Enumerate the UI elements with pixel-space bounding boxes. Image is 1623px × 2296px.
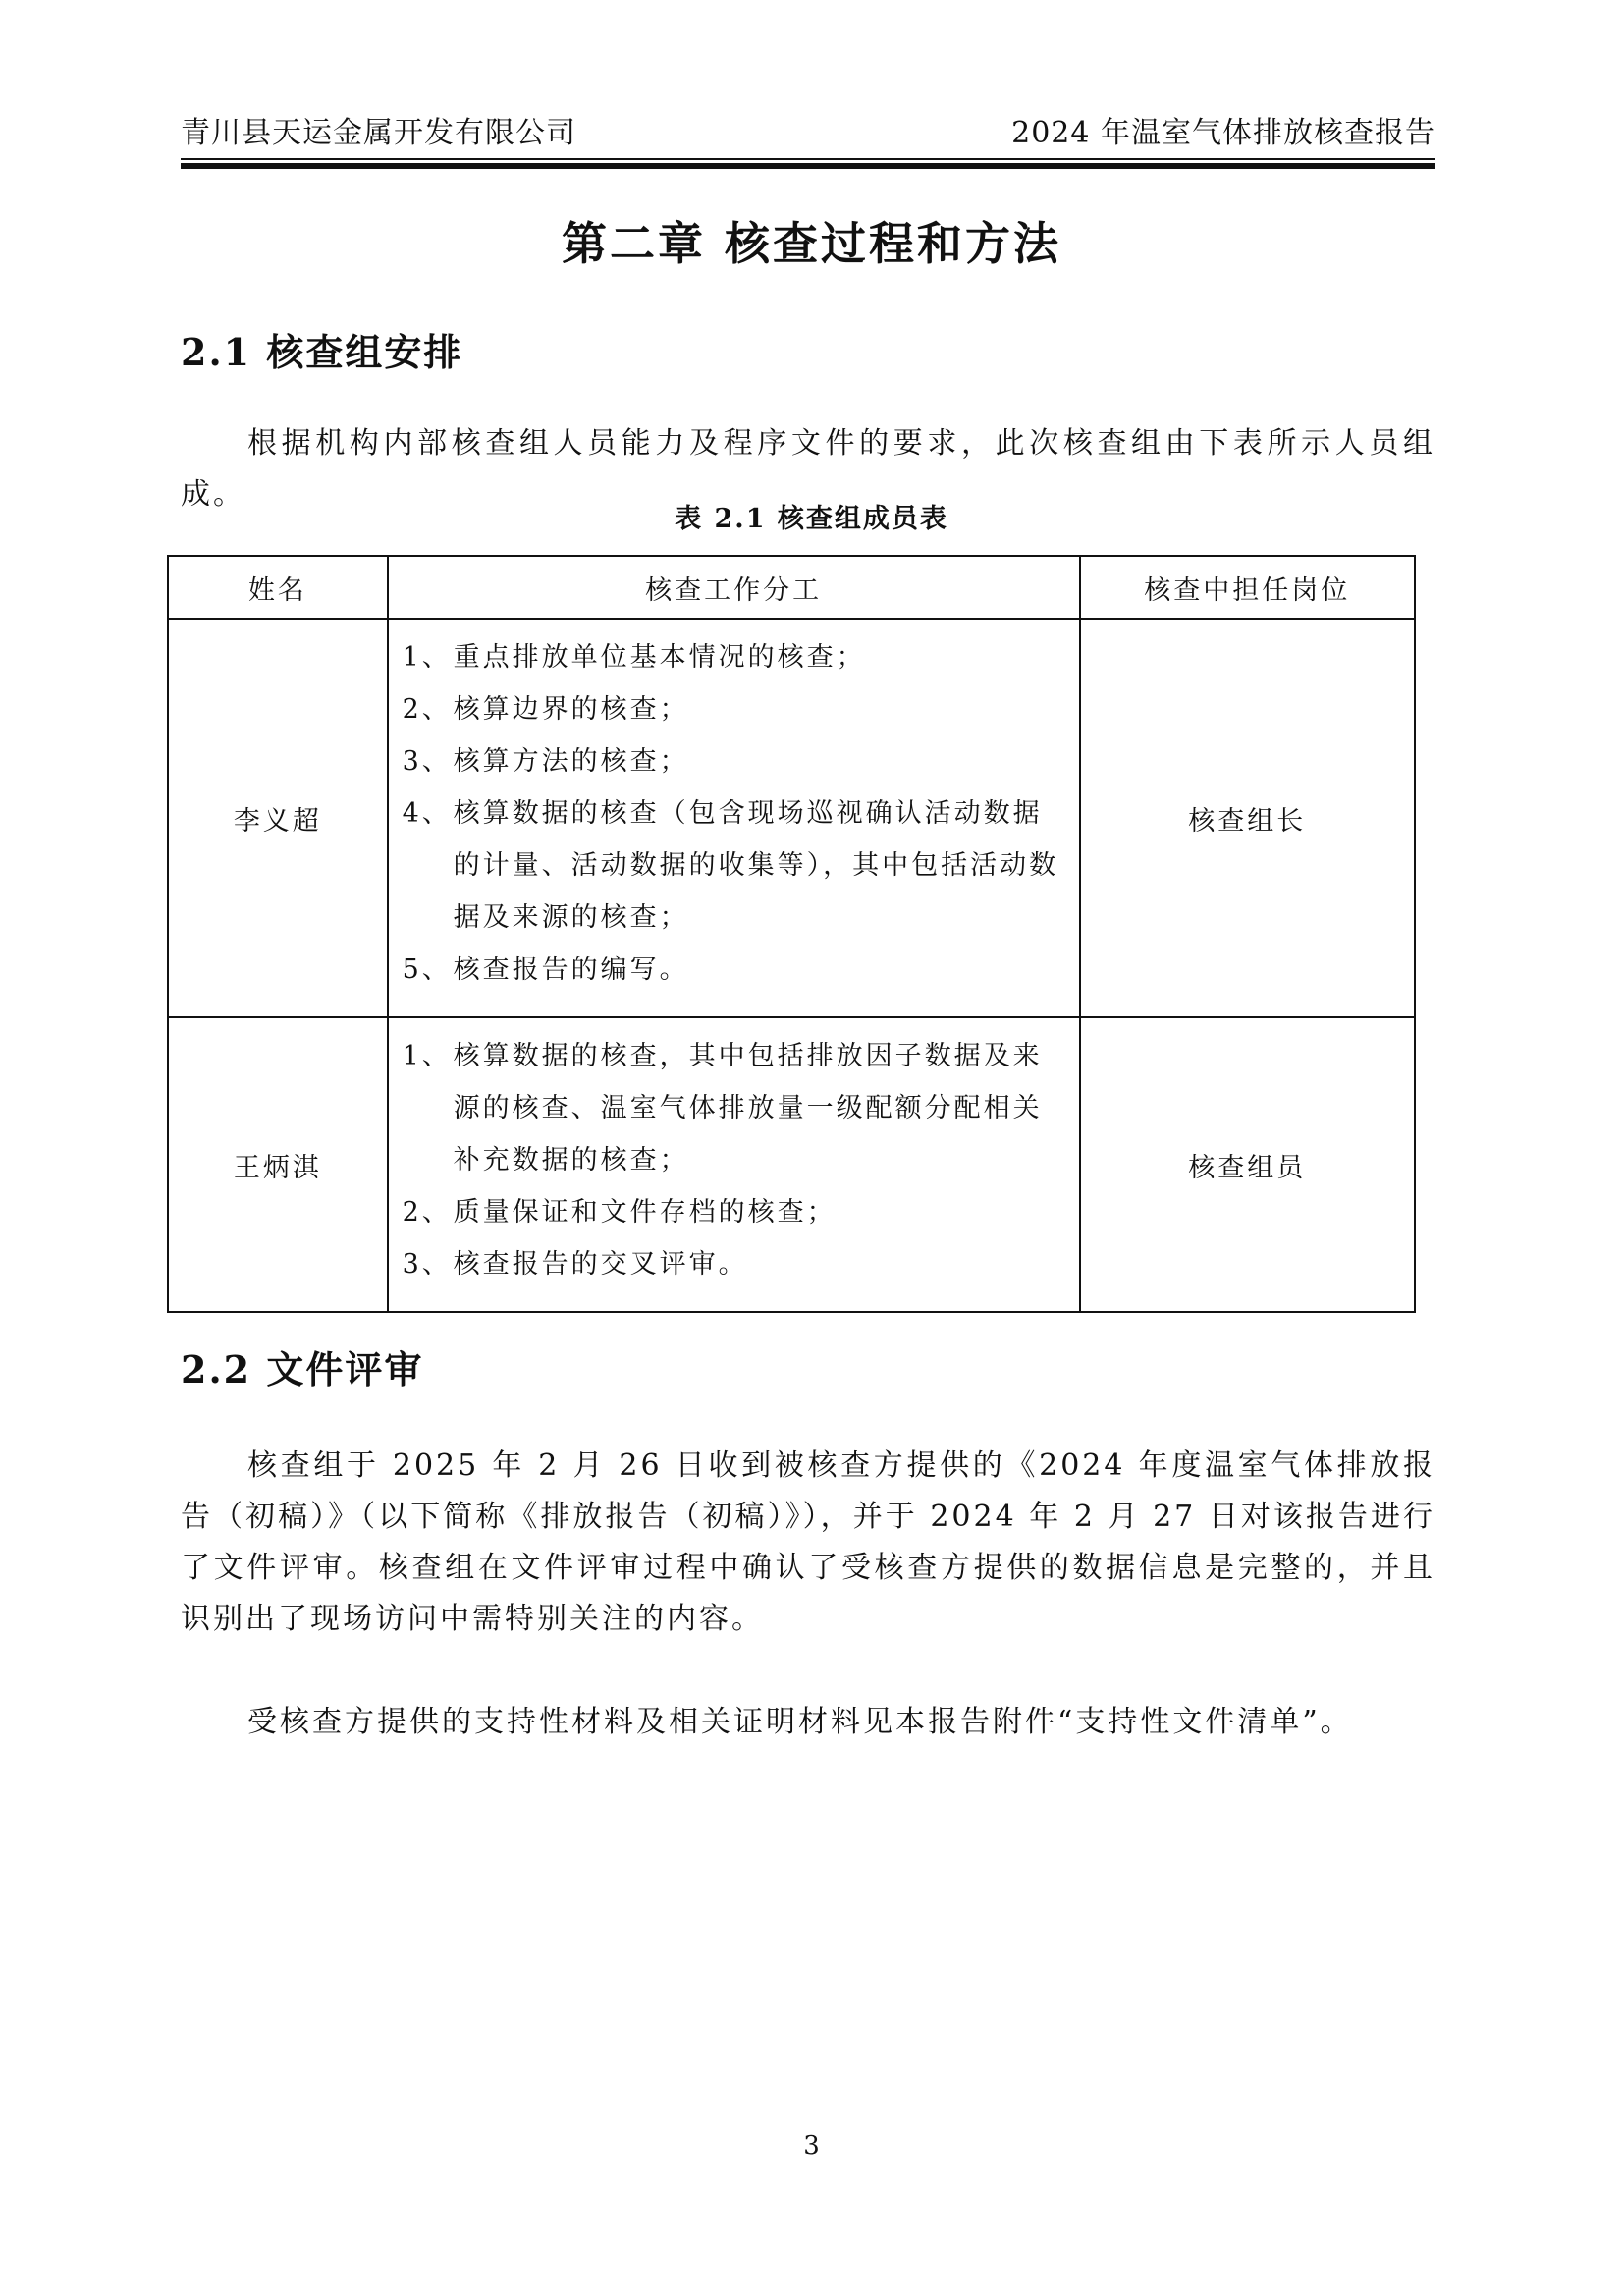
chapter-title: 第二章 核查过程和方法 — [561, 217, 1061, 270]
duty-number: 5、 — [402, 955, 452, 985]
duty-item — [403, 788, 1069, 944]
header-duties: 核查工作分工 — [388, 556, 1080, 619]
member-name: 王炳淇 — [168, 1017, 388, 1312]
table-caption: 表 2.1 核查组成员表 — [675, 504, 948, 534]
duty-number: 2、 — [402, 694, 452, 725]
duty-number: 4、 — [402, 798, 452, 829]
member-role: 核查组员 — [1080, 1017, 1415, 1312]
duty-text: 核查报告的编写。 — [453, 955, 689, 985]
section-title-2-1: 2.1 核查组安排 — [181, 330, 463, 374]
section-2-2-paragraph: 受核查方提供的支持性材料及相关证明材料见本报告附件“支持性文件清单”。 — [247, 1705, 1353, 1739]
header-name: 姓名 — [168, 556, 388, 619]
duty-item — [403, 1238, 1069, 1290]
duty-text: 核算方法的核查； — [453, 746, 689, 777]
duty-number: 3、 — [402, 746, 452, 777]
duty-text: 核算数据的核查（包含现场巡视确认活动数据的计量、活动数据的收集等），其中包括活动数据及来源的核查； — [453, 798, 1059, 933]
duty-item — [403, 683, 1069, 736]
header-role: 核查中担任岗位 — [1080, 556, 1415, 619]
header-rule-thick — [181, 163, 1435, 169]
duty-number: 1、 — [402, 1041, 452, 1071]
table-header-row — [168, 556, 1415, 619]
member-name: 李义超 — [168, 619, 388, 1017]
header-company: 青川县天运金属开发有限公司 — [181, 116, 576, 150]
header-rule-thin — [181, 158, 1435, 160]
member-role: 核查组长 — [1080, 619, 1415, 1017]
duty-text: 核算边界的核查； — [453, 694, 689, 725]
duty-text: 质量保证和文件存档的核查； — [453, 1197, 837, 1228]
header-report-title: 2024 年温室气体排放核查报告 — [1011, 116, 1435, 150]
table-row — [168, 1017, 1415, 1312]
duty-item — [403, 1030, 1069, 1186]
duty-text: 核算数据的核查，其中包括排放因子数据及来源的核查、温室气体排放量一级配额分配相关补充数据的核查； — [453, 1041, 1043, 1175]
member-duties — [388, 619, 1080, 1017]
section-2-1-paragraph: 根据机构内部核查组人员能力及程序文件的要求，此次核查组由下表所示人员组成。 — [181, 426, 1435, 512]
page-header — [181, 116, 1435, 151]
duty-text: 核查报告的交叉评审。 — [453, 1249, 748, 1280]
duty-item — [403, 631, 1069, 683]
duty-number: 1、 — [402, 642, 452, 673]
duty-number: 2、 — [402, 1197, 452, 1228]
duty-number: 3、 — [402, 1249, 452, 1280]
section-2-2-paragraph: 核查组于 2025 年 2 月 26 日收到被核查方提供的《2024 年度温室气体排放报告（初稿）》（以下简称《排放报告（初稿）》），并于 2024 年 2 月 27 日对该报告进行了文件评审。核查组在文件评审过程中确认了受核查方提供的数据信息是完整的，并且识别出了现场访问中需特别关注的内容。 — [181, 1449, 1435, 1636]
page-number: 3 — [803, 2131, 820, 2160]
section-title-2-2: 2.2 文件评审 — [181, 1347, 424, 1392]
table-row — [168, 619, 1415, 1017]
duty-text: 重点排放单位基本情况的核查； — [453, 642, 866, 673]
duty-item — [403, 1186, 1069, 1238]
duty-item — [403, 944, 1069, 996]
member-duties — [388, 1017, 1080, 1312]
members-table — [167, 555, 1416, 1313]
duty-item — [403, 736, 1069, 788]
